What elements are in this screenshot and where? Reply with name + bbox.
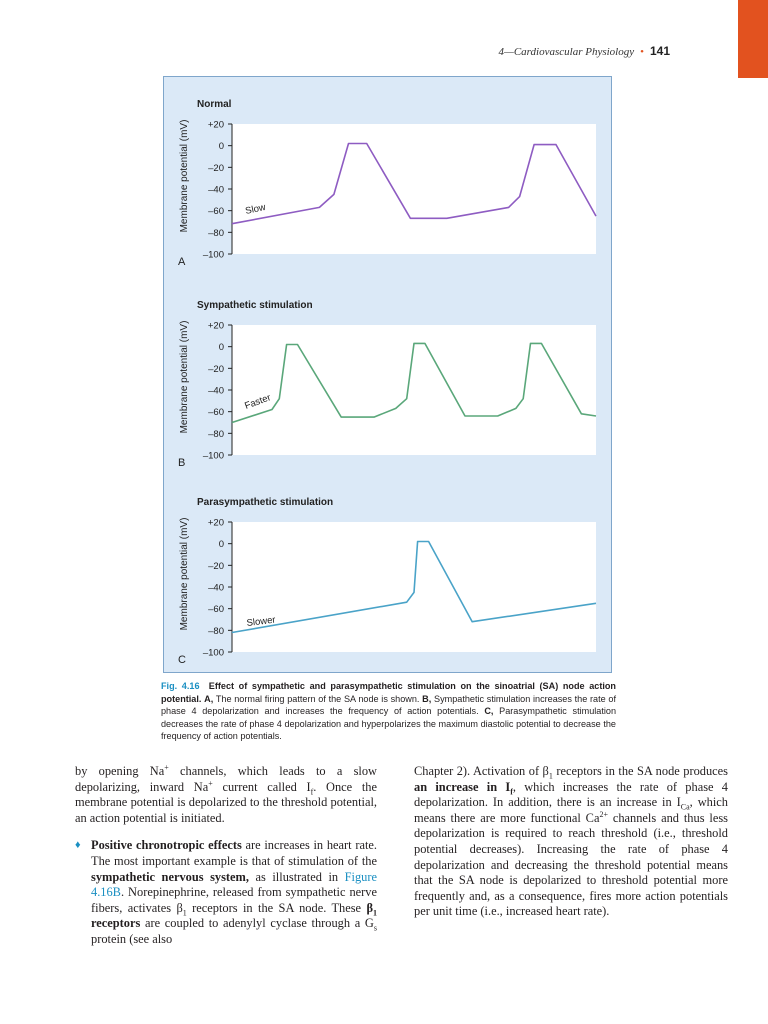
superscript: 2+ <box>599 809 608 819</box>
y-tick-label: –60 <box>208 206 224 218</box>
y-tick-label: –100 <box>202 249 224 261</box>
text: channels and thus less depolarization is required to reach threshold (i.e., threshold potential decreases). Increasing the rate of phase 4 depolarization and decreasing the threshold potential means that the SA node is depolarized to threshold potential more frequently and, as a consequence, fires more action potentials per unit time (i.e., increased heart rate). <box>414 810 728 919</box>
text: receptors in the SA node. These <box>186 900 367 915</box>
caption-a-label: A, <box>204 693 214 704</box>
text: , which means there are more functional Ca <box>414 795 728 825</box>
caption-c-label: C, <box>484 706 494 717</box>
bold-term: receptors <box>91 916 141 931</box>
text: current called I <box>212 779 311 794</box>
y-tick-label: –80 <box>208 625 224 637</box>
text: . Norepinephrine, released from sympathetic nerve fibers, activates β <box>91 885 377 915</box>
y-tick-label: –80 <box>208 428 224 440</box>
subscript: Ca <box>680 802 690 812</box>
bold-term: β <box>366 900 373 915</box>
trace-annotation: Faster <box>243 392 273 412</box>
y-tick-label: +20 <box>207 119 224 131</box>
bullet-diamond-icon: ♦ <box>75 839 81 852</box>
y-tick-label: 0 <box>218 539 224 551</box>
figure-4-16 <box>163 76 612 673</box>
y-tick-label: –40 <box>208 385 224 397</box>
body-left-column <box>75 764 377 948</box>
y-tick-label: 0 <box>218 342 224 354</box>
y-axis-label: Membrane potential (mV) <box>179 119 190 233</box>
bold-term: sympathetic nervous system, <box>91 869 249 884</box>
subscript: s <box>373 923 377 933</box>
bullet-item <box>75 838 377 947</box>
subscript: 1 <box>548 771 553 781</box>
text: . Once the membrane potential is depolarized to the threshold potential, an action potential is initiated. <box>75 779 377 825</box>
figure-link[interactable]: Figure 4.16B <box>91 869 377 900</box>
subscript: 1 <box>373 908 377 918</box>
caption-title: Effect of sympathetic and parasympathetic stimulation on the sinoatrial (SA) node action potential. <box>161 681 616 704</box>
y-tick-label: +20 <box>207 320 224 332</box>
y-axis-label: Membrane potential (mV) <box>179 517 190 631</box>
body-paragraph <box>414 764 728 920</box>
text: as illustrated in <box>248 869 345 884</box>
text: are increases in heart rate. The most important example is that of stimulation of the <box>91 838 377 868</box>
superscript: + <box>208 778 213 788</box>
y-tick-label: +20 <box>207 517 224 529</box>
figure-svg <box>164 77 613 674</box>
y-tick-label: –60 <box>208 604 224 616</box>
y-tick-label: –40 <box>208 582 224 594</box>
y-tick-label: 0 <box>218 141 224 153</box>
y-tick-label: –20 <box>208 560 224 572</box>
trace-annotation: Slower <box>246 614 277 629</box>
subscript: f <box>310 787 314 797</box>
separator-dot: • <box>640 46 644 58</box>
text: protein (see also <box>91 931 173 946</box>
text: channels, which leads to a slow depolarizing, inward Na <box>75 764 378 794</box>
bullet-text <box>91 838 377 947</box>
y-tick-label: –100 <box>202 450 224 462</box>
y-tick-label: –20 <box>208 363 224 375</box>
y-tick-label: –60 <box>208 407 224 419</box>
y-tick-label: –20 <box>208 162 224 174</box>
panel-letter: C <box>178 654 186 666</box>
body-right-column <box>414 764 728 920</box>
panel-letter: B <box>178 457 186 469</box>
caption-b-text: Sympathetic stimulation increases the rate of phase 4 depolarization and increases the frequency of action potentials. <box>161 693 617 717</box>
text: by opening Na <box>75 764 165 778</box>
chapter-title: 4—Cardiovascular Physiology <box>498 46 635 58</box>
text: are coupled to adenylyl cyclase through a G <box>140 916 374 931</box>
caption-a-text: The normal firing pattern of the SA node is shown. <box>215 693 420 704</box>
bold-term: Positive chronotropic effects <box>91 838 242 853</box>
panel-title: Normal <box>197 99 232 110</box>
y-tick-label: –80 <box>208 227 224 239</box>
subscript: 1 <box>182 908 187 918</box>
text: receptors in the SA node produces <box>552 764 728 778</box>
text: Chapter 2). Activation of β <box>414 764 549 778</box>
page-number: 141 <box>649 44 670 58</box>
panel-letter: A <box>178 256 186 268</box>
caption-b-label: B, <box>422 693 432 704</box>
superscript: + <box>164 762 169 772</box>
y-tick-label: –40 <box>208 184 224 196</box>
figure-number: Fig. 4.16 <box>161 681 200 691</box>
text: , which increases the rate of phase 4 depolarization. In addition, there is an increase in I <box>414 779 728 810</box>
running-head <box>499 44 670 58</box>
figure-caption <box>161 680 616 743</box>
chapter-tab <box>738 0 768 78</box>
caption-c-text: Parasympathetic stimulation decreases the rate of phase 4 depolarization and hyperpolarizes the maximum diastolic potential to decrease the frequency of action potentials. <box>161 706 617 742</box>
subscript: f <box>510 787 513 797</box>
body-paragraph <box>75 764 377 826</box>
panel-title: Sympathetic stimulation <box>197 300 313 311</box>
y-tick-label: –100 <box>202 647 224 659</box>
bold-term: an increase in I <box>414 779 511 794</box>
panel-title: Parasympathetic stimulation <box>197 497 334 508</box>
plot-area <box>232 124 596 254</box>
y-axis-label: Membrane potential (mV) <box>179 320 190 434</box>
trace-annotation: Slow <box>244 201 267 217</box>
